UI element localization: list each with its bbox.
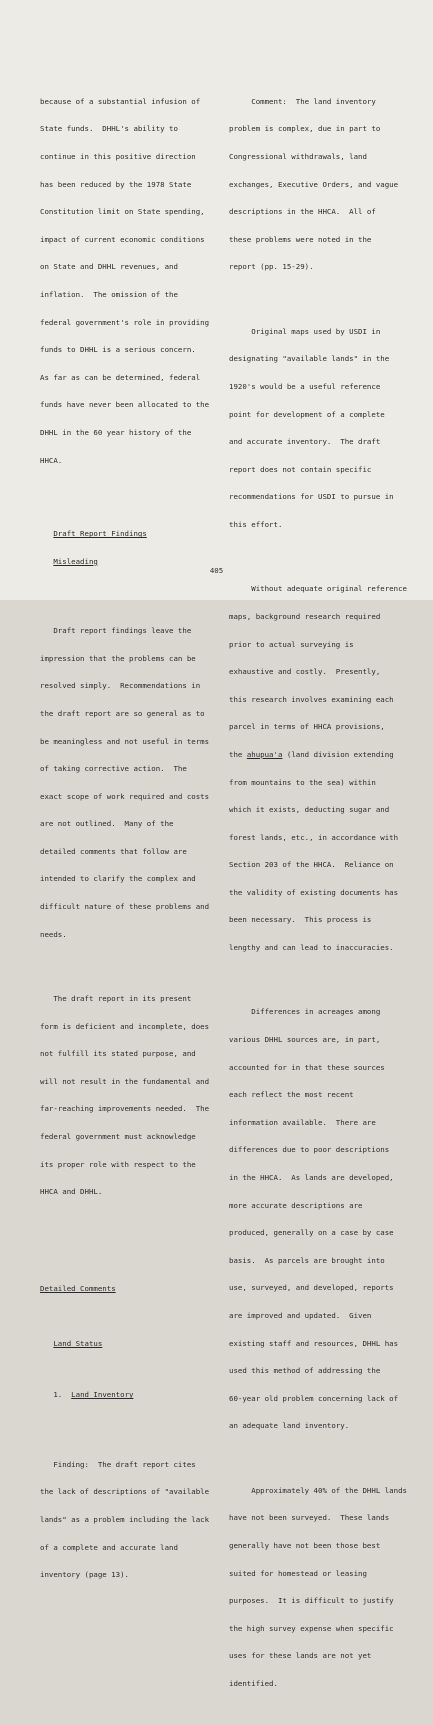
text-line: are not outlined. Many of the (40, 819, 174, 829)
text-line: 60-year old problem concerning lack of (229, 1393, 399, 1403)
text-line: are improved and updated. Given (229, 1311, 372, 1320)
section-heading (40, 1339, 209, 1348)
text-line: lands" as a problem including the lack (40, 1515, 210, 1524)
text-line: HHCA and DHHL. (40, 1187, 103, 1197)
text-line: designating "available lands" in the (229, 354, 390, 364)
text-line: 1920's would be a useful reference (229, 381, 381, 391)
ahupua-prefix: the (229, 749, 247, 759)
text-line: each reflect the most recent (229, 1090, 354, 1100)
section-heading (40, 529, 209, 538)
text-line: As far as can be determined, federal (40, 372, 201, 382)
text-line: not fulfill its stated purpose, and (40, 1049, 196, 1059)
section-heading (40, 1390, 209, 1399)
intro-paragraph (40, 78, 209, 483)
text-line: generally have not been those best (229, 1540, 381, 1550)
text-line: its proper role with respect to the (40, 1159, 196, 1169)
ahupua-term: ahupua'a (246, 749, 283, 759)
text-line: State funds. DHHL's ability to (40, 124, 178, 134)
text-line: on State and DHHL revenues, and (40, 262, 178, 272)
text-line: suited for homestead or leasing (229, 1568, 367, 1578)
text-line: Finding: The draft report cites (40, 1459, 196, 1469)
misleading-heading: Misleading (53, 556, 98, 566)
text-line: which it exists, deducting sugar and (229, 805, 390, 815)
text-line: Constitution limit on State spending, (40, 207, 205, 217)
text-line: these problems were noted in the (229, 234, 372, 244)
text-line: needs. (40, 929, 67, 939)
text-line: be meaningless and not useful in terms (40, 736, 210, 746)
text-line: Congressional withdrawals, land (229, 152, 367, 161)
text-line: Differences in acreages among (229, 1007, 381, 1017)
misleading-paragraph-2 (40, 976, 209, 1215)
text-line: this effort. (229, 519, 283, 529)
text-line: been necessary. This process is (229, 915, 372, 925)
finding-paragraph (40, 1441, 209, 1597)
text-line: the lack of descriptions of "available (40, 1487, 210, 1497)
text-line: exhaustive and costly. Presently, (229, 667, 381, 677)
comment-paragraph-1 (229, 78, 407, 290)
comment-paragraph-4 (229, 989, 407, 1449)
text-line: an adequate land inventory. (229, 1421, 350, 1431)
text-line: federal government's role in providing (40, 317, 210, 327)
text-line: existing staff and resources, DHHL has (229, 1338, 399, 1348)
text-line: impression that the problems can be (40, 653, 196, 663)
text-line: Section 203 of the HHCA. Reliance on (229, 860, 394, 870)
text-line: information available. There are (229, 1117, 376, 1127)
text-line: of a complete and accurate land (40, 1542, 178, 1552)
detailed-comments-heading: Detailed Comments (40, 1284, 116, 1294)
text-line: descriptions in the HHCA. All of (229, 207, 376, 217)
text-line (229, 750, 407, 759)
text-line: exchanges, Executive Orders, and vague (229, 179, 399, 189)
text-line: DHHL in the 60 year history of the (40, 427, 192, 437)
text-line: inflation. The omission of the (40, 289, 178, 299)
text-line: from mountains to the sea) within (229, 777, 376, 787)
text-line: in the HHCA. As lands are developed, (229, 1173, 394, 1183)
text-line: differences due to poor descriptions (229, 1145, 390, 1155)
text-line: recommendations for USDI to pursue in (229, 492, 394, 502)
text-line: intended to clarify the complex and (40, 874, 196, 884)
text-line: resolved simply. Recommendations in (40, 681, 201, 691)
text-line: funds have never been allocated to the (40, 400, 210, 410)
text-line: Without adequate original reference (229, 584, 407, 594)
comment-paragraph-5 (229, 1467, 407, 1706)
text-line: parcel in terms of HHCA provisions, (229, 722, 385, 732)
text-line: because of a substantial infusion of (40, 96, 201, 106)
text-line: more accurate descriptions are (229, 1200, 363, 1210)
text-line: uses for these lands are not yet (229, 1651, 372, 1661)
land-inventory-heading: Land Inventory (71, 1390, 134, 1400)
text-line: various DHHL sources are, in part, (229, 1035, 381, 1045)
page-number: 405 (209, 566, 224, 575)
draft-findings-heading: Draft Report Findings (53, 529, 147, 539)
text-line: continue in this positive direction (40, 152, 196, 161)
text-line: funds to DHHL is a serious concern. (40, 345, 196, 355)
text-line: has been reduced by the 1978 State (40, 179, 192, 189)
left-column (40, 60, 209, 1616)
text-line: form is deficient and incomplete, does (40, 1021, 210, 1031)
text-line: point for development of a complete (229, 409, 385, 419)
text-line: report does not contain specific (229, 464, 372, 474)
text-line: will not result in the fundamental and (40, 1076, 210, 1086)
text-line: HHCA. (40, 455, 63, 465)
text-line: The draft report in its present (40, 994, 192, 1004)
text-line: report (pp. 15-29). (229, 262, 314, 272)
text-line: federal government must acknowledge (40, 1132, 196, 1142)
text-line: Draft report findings leave the (40, 626, 192, 636)
text-line: detailed comments that follow are (40, 846, 187, 856)
text-line: have not been surveyed. These lands (229, 1513, 390, 1523)
right-column (229, 60, 407, 1725)
text-line: the validity of existing documents has (229, 887, 399, 897)
text-line: Original maps used by USDI in (229, 326, 381, 336)
text-line: use, surveyed, and developed, reports (229, 1283, 394, 1293)
text-line: and accurate inventory. The draft (229, 437, 381, 447)
text-line: this research involves examining each (229, 694, 394, 704)
section-heading (40, 557, 209, 566)
land-status-heading: Land Status (53, 1339, 103, 1349)
text-line: identified. (229, 1678, 278, 1688)
text-line: of taking corrective action. The (40, 764, 187, 774)
text-line: maps, background research required (229, 611, 381, 621)
text-line: the draft report are so general as to (40, 708, 205, 718)
text-line: purposes. It is difficult to justify (229, 1596, 394, 1606)
text-line: used this method of addressing the (229, 1366, 381, 1376)
ahupua-suffix: (land division extending (282, 749, 394, 759)
misleading-paragraph-1 (40, 608, 209, 958)
text-line: lengthy and can lead to inaccuracies. (229, 943, 394, 953)
text-line: accounted for in that these sources (229, 1062, 385, 1072)
text-line: prior to actual surveying is (229, 639, 354, 649)
land-inventory-number: 1. (53, 1390, 63, 1400)
text-line: Comment: The land inventory (229, 96, 376, 106)
text-line: the high survey expense when specific (229, 1623, 394, 1633)
section-heading (40, 1284, 209, 1293)
comment-paragraph-3 (229, 566, 407, 971)
text-line: basis. As parcels are brought into (229, 1255, 385, 1265)
text-line: impact of current economic conditions (40, 234, 205, 244)
text-line: difficult nature of these problems and (40, 902, 210, 912)
text-line: Approximately 40% of the DHHL lands (229, 1485, 407, 1495)
text-line: exact scope of work required and costs (40, 791, 210, 801)
text-line: produced, generally on a case by case (229, 1228, 394, 1238)
text-line: forest lands, etc., in accordance with (229, 832, 399, 842)
text-line: far-reaching improvements needed. The (40, 1104, 210, 1114)
text-line: inventory (page 13). (40, 1570, 129, 1580)
comment-paragraph-2 (229, 308, 407, 547)
text-line: problem is complex, due in part to (229, 124, 381, 134)
